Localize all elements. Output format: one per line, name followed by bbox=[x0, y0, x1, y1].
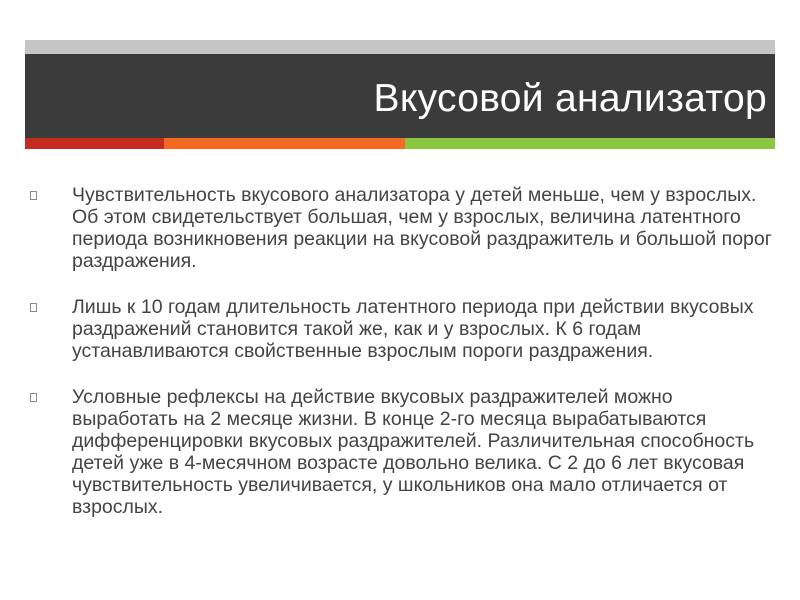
title-band bbox=[25, 40, 775, 138]
accent-segment-orange bbox=[164, 138, 405, 149]
accent-bar bbox=[25, 138, 775, 149]
accent-segment-green bbox=[405, 138, 775, 149]
accent-segment-red bbox=[25, 138, 164, 149]
bullet-item bbox=[30, 296, 775, 362]
square-bullet-icon bbox=[30, 303, 37, 312]
bullet-text: Условные рефлексы на действие вкусовых раздражителей можно выработать на 2 месяце жизни. В конце 2-го месяца вырабатываются дифференцировки вкусовых раздражителей. Различительная способность детей уже в 4-месячном возрасте довольно велика. С 2 до 6 лет вкусовая чувствительность увеличивается, у школьников она мало отличается от взрослых. bbox=[72, 386, 755, 518]
slide-title: Вкусовой анализатор bbox=[373, 77, 767, 120]
bullet-text: Чувствительность вкусового анализатора у детей меньше, чем у взрослых. Об этом свидетельствует большая, чем у взрослых, величина латентного периода возникновения реакции на вкусовой раздражитель и большой порог раздражения. bbox=[72, 184, 772, 272]
bullet-item bbox=[30, 184, 775, 272]
square-bullet-icon bbox=[30, 191, 37, 200]
bullet-item bbox=[30, 386, 775, 518]
bullet-list bbox=[30, 184, 775, 542]
square-bullet-icon bbox=[30, 393, 37, 402]
bullet-text: Лишь к 10 годам длительность латентного периода при действии вкусовых раздражений становится такой же, как и у взрослых. К 6 годам устанавливаются свойственные взрослым пороги раздражения. bbox=[72, 296, 754, 362]
